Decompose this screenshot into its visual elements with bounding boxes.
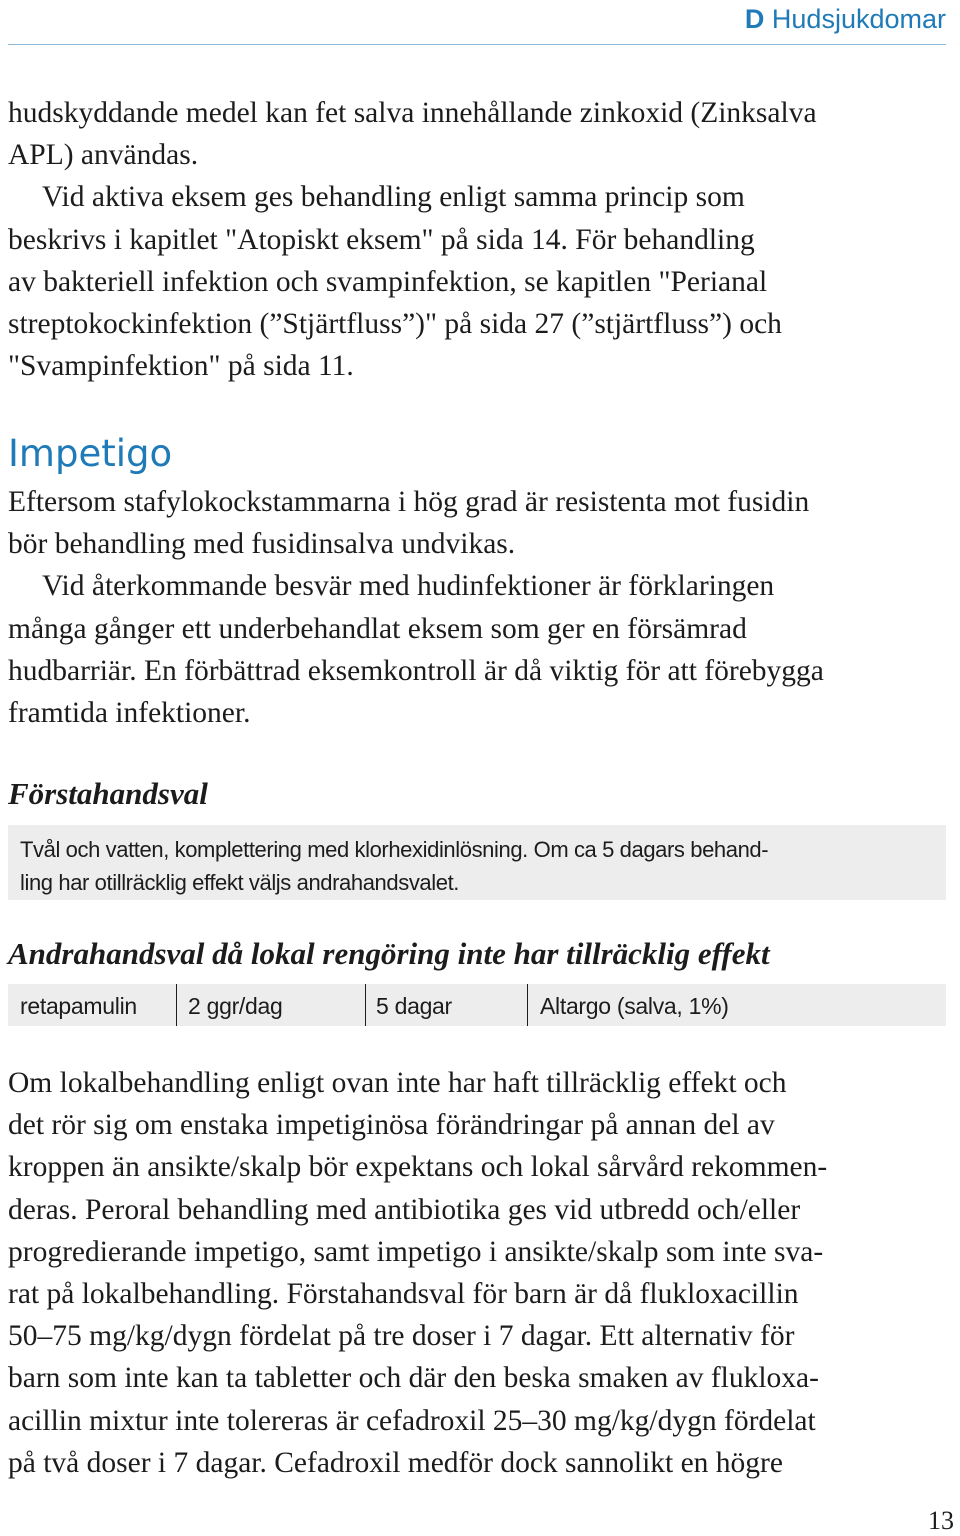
header-divider (8, 44, 946, 45)
text-line: beskrivs i kapitlet "Atopiskt eksem" på sida 14. För behandling (8, 223, 755, 256)
closing-paragraph (8, 1062, 948, 1484)
text-line: Vid återkommande besvär med hudinfektioner är förklaringen (42, 570, 775, 603)
text-line: streptokockinfektion (”Stjärtfluss”)" på sida 27 (”stjärtfluss”) och (8, 308, 782, 341)
second-choice-heading: Andrahandsval då lokal rengöring inte har tillräcklig effekt (8, 936, 770, 971)
text-line: rat på lokalbehandling. Förstahandsval för barn är då flukloxacillin (8, 1278, 799, 1311)
drug-row (8, 984, 946, 1026)
text-line: Vid aktiva eksem ges behandling enligt samma princip som (42, 181, 745, 214)
section-title (745, 4, 946, 35)
text-line: kroppen än ansikte/skalp bör expektans och lokal sårvård rekommen- (8, 1151, 828, 1184)
page-header (0, 0, 960, 46)
text-line: många gånger ett underbehandlat eksem som ger en försämrad (8, 612, 747, 645)
text-line: på två doser i 7 dagar. Cefadroxil medför dock sannolikt en högre (8, 1446, 783, 1479)
drug-frequency: 2 ggr/dag (188, 993, 283, 1019)
text-line: bör behandling med fusidinsalva undvikas. (8, 528, 516, 561)
impetigo-paragraph (8, 481, 948, 734)
text-line: APL) användas. (8, 139, 199, 172)
text-line: Tvål och vatten, komplettering med klorhexidinlösning. Om ca 5 dagars behand- (20, 837, 769, 862)
text-line: hudbarriär. En förbättrad eksemkontroll är då viktig för att förebygga (8, 654, 824, 687)
section-letter: D (744, 4, 765, 34)
section-name: Hudsjukdomar (771, 4, 946, 34)
first-choice-box (8, 825, 946, 900)
first-choice-heading: Förstahandsval (8, 776, 208, 811)
text-line: hudskyddande medel kan fet salva innehållande zinkoxid (Zinksalva (8, 97, 817, 129)
column-divider (176, 984, 177, 1026)
text-line: 50–75 mg/kg/dygn fördelat på tre doser i 7 dagar. Ett alternativ för (8, 1320, 795, 1353)
impetigo-heading: Impetigo (8, 432, 173, 475)
drug-name: retapamulin (20, 993, 137, 1019)
column-divider (527, 984, 528, 1026)
drug-duration: 5 dagar (376, 993, 452, 1019)
text-line: acillin mixtur inte tolereras är cefadroxil 25–30 mg/kg/dygn fördelat (8, 1404, 816, 1437)
text-line: Eftersom stafylokockstammarna i hög grad är resistenta mot fusidin (8, 486, 810, 518)
text-line: deras. Peroral behandling med antibiotika ges vid utbredd och/eller (8, 1193, 801, 1226)
first-choice-text (20, 833, 768, 899)
text-line: Om lokalbehandling enligt ovan inte har haft tillräcklig effekt och (8, 1067, 787, 1099)
page-number: 13 (928, 1506, 954, 1535)
text-line: framtida infektioner. (8, 697, 251, 730)
text-line: av bakteriell infektion och svampinfektion, se kapitlen "Perianal (8, 265, 768, 298)
drug-product: Altargo (salva, 1%) (540, 993, 729, 1019)
text-line: det rör sig om enstaka impetiginösa förändringar på annan del av (8, 1109, 775, 1142)
column-divider (365, 984, 366, 1026)
text-line: progredierande impetigo, samt impetigo i ansikte/skalp som inte sva- (8, 1235, 824, 1268)
intro-paragraph (8, 92, 948, 387)
text-line: barn som inte kan ta tabletter och där den beska smaken av flukloxa- (8, 1362, 819, 1395)
text-line: "Svampinfektion" på sida 11. (8, 350, 354, 383)
text-line: ling har otillräcklig effekt väljs andrahandsvalet. (20, 870, 460, 895)
